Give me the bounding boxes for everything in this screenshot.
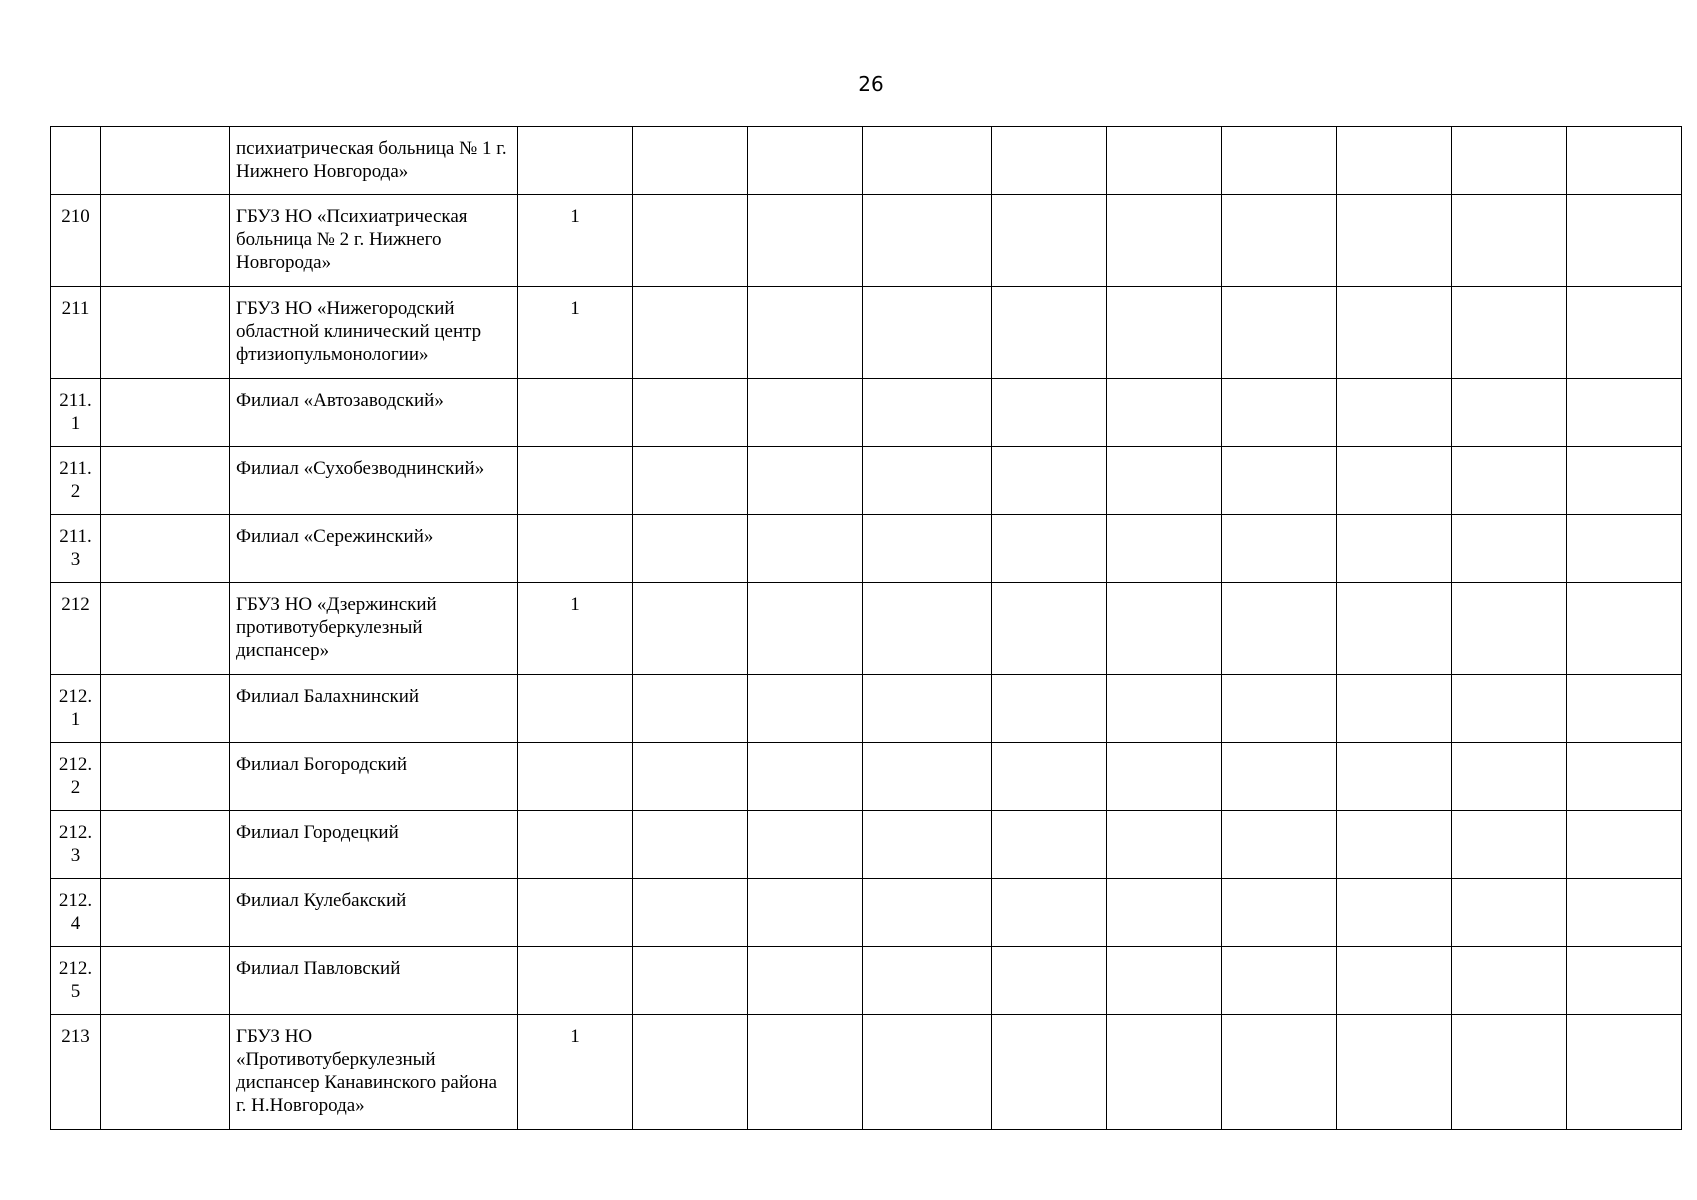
code-cell — [101, 879, 230, 947]
empty-cell — [1337, 879, 1452, 947]
empty-cell — [1107, 515, 1222, 583]
quantity-cell — [518, 379, 633, 447]
organization-name-cell — [230, 447, 518, 515]
empty-cell — [633, 1015, 748, 1130]
quantity-value: 1 — [570, 298, 580, 319]
quantity-cell — [518, 127, 633, 195]
empty-cell — [1222, 583, 1337, 675]
empty-cell — [863, 879, 992, 947]
empty-cell — [863, 195, 992, 287]
empty-cell — [1222, 379, 1337, 447]
empty-cell — [992, 127, 1107, 195]
empty-cell — [1222, 1015, 1337, 1130]
empty-cell — [863, 379, 992, 447]
organization-name-cell — [230, 811, 518, 879]
empty-cell — [1452, 947, 1567, 1015]
empty-cell — [748, 947, 863, 1015]
row-number-cell — [51, 515, 101, 583]
empty-cell — [1567, 1015, 1682, 1130]
table-row — [51, 583, 1682, 675]
empty-cell — [748, 287, 863, 379]
empty-cell — [863, 287, 992, 379]
quantity-cell — [518, 947, 633, 1015]
table-row — [51, 879, 1682, 947]
empty-cell — [1567, 879, 1682, 947]
empty-cell — [992, 743, 1107, 811]
quantity-cell — [518, 447, 633, 515]
organization-name-cell — [230, 515, 518, 583]
table-row — [51, 675, 1682, 743]
table-row — [51, 515, 1682, 583]
organization-name-cell — [230, 879, 518, 947]
code-cell — [101, 195, 230, 287]
empty-cell — [1567, 515, 1682, 583]
quantity-cell — [518, 675, 633, 743]
empty-cell — [1452, 1015, 1567, 1130]
empty-cell — [1337, 379, 1452, 447]
row-number: 210 — [61, 206, 90, 227]
empty-cell — [748, 127, 863, 195]
empty-cell — [1107, 195, 1222, 287]
code-cell — [101, 1015, 230, 1130]
empty-cell — [1107, 675, 1222, 743]
empty-cell — [863, 127, 992, 195]
empty-cell — [1337, 287, 1452, 379]
empty-cell — [1107, 287, 1222, 379]
organization-name: Филиал Кулебакский — [236, 890, 407, 911]
empty-cell — [633, 947, 748, 1015]
organization-name: Филиал «Сухобезводнинский» — [236, 458, 485, 479]
row-number: 212. 3 — [58, 822, 93, 866]
empty-cell — [1452, 743, 1567, 811]
table-body — [51, 127, 1682, 1130]
row-number-cell — [51, 379, 101, 447]
empty-cell — [863, 675, 992, 743]
empty-cell — [1452, 379, 1567, 447]
empty-cell — [633, 879, 748, 947]
table-row — [51, 447, 1682, 515]
row-number: 212. 2 — [58, 754, 93, 798]
empty-cell — [992, 675, 1107, 743]
quantity-cell — [518, 583, 633, 675]
empty-cell — [1452, 127, 1567, 195]
row-number: 211. 2 — [59, 458, 92, 502]
empty-cell — [992, 879, 1107, 947]
empty-cell — [1107, 947, 1222, 1015]
empty-cell — [1107, 1015, 1222, 1130]
code-cell — [101, 447, 230, 515]
organization-name: Филиал «Автозаводский» — [236, 390, 444, 411]
code-cell — [101, 743, 230, 811]
empty-cell — [1222, 675, 1337, 743]
empty-cell — [748, 675, 863, 743]
row-number: 212. 1 — [58, 686, 93, 730]
empty-cell — [992, 811, 1107, 879]
empty-cell — [1222, 515, 1337, 583]
organization-name: психиатрическая больница № 1 г. Нижнего Новгорода» — [236, 138, 507, 182]
empty-cell — [1337, 811, 1452, 879]
empty-cell — [748, 743, 863, 811]
empty-cell — [1222, 127, 1337, 195]
empty-cell — [1452, 195, 1567, 287]
quantity-cell — [518, 811, 633, 879]
organization-name-cell — [230, 675, 518, 743]
organization-name-cell — [230, 195, 518, 287]
row-number: 212 — [61, 594, 90, 615]
empty-cell — [748, 583, 863, 675]
empty-cell — [1452, 583, 1567, 675]
organization-name-cell — [230, 583, 518, 675]
organization-name: Филиал Павловский — [236, 958, 401, 979]
organization-name-cell — [230, 1015, 518, 1130]
empty-cell — [633, 379, 748, 447]
quantity-cell — [518, 879, 633, 947]
organization-name-cell — [230, 743, 518, 811]
empty-cell — [1567, 947, 1682, 1015]
empty-cell — [633, 583, 748, 675]
empty-cell — [1452, 447, 1567, 515]
organization-name: ГБУЗ НО «Дзержинский противотуберкулезный диспансер» — [236, 594, 437, 661]
quantity-value: 1 — [570, 594, 580, 615]
table-row — [51, 811, 1682, 879]
empty-cell — [992, 947, 1107, 1015]
empty-cell — [863, 743, 992, 811]
empty-cell — [633, 447, 748, 515]
empty-cell — [1567, 811, 1682, 879]
empty-cell — [1567, 583, 1682, 675]
empty-cell — [748, 879, 863, 947]
empty-cell — [1107, 379, 1222, 447]
empty-cell — [992, 195, 1107, 287]
row-number-cell — [51, 447, 101, 515]
empty-cell — [863, 515, 992, 583]
code-cell — [101, 127, 230, 195]
row-number: 212. 5 — [58, 958, 93, 1002]
empty-cell — [992, 447, 1107, 515]
row-number-cell — [51, 947, 101, 1015]
empty-cell — [633, 675, 748, 743]
empty-cell — [748, 447, 863, 515]
row-number-cell — [51, 743, 101, 811]
organization-name: Филиал Городецкий — [236, 822, 399, 843]
empty-cell — [1337, 1015, 1452, 1130]
empty-cell — [863, 1015, 992, 1130]
row-number: 212. 4 — [58, 890, 93, 934]
empty-cell — [863, 583, 992, 675]
row-number-cell — [51, 879, 101, 947]
page-number: 26 — [858, 72, 884, 96]
table-row — [51, 195, 1682, 287]
organization-name-cell — [230, 127, 518, 195]
row-number-cell — [51, 195, 101, 287]
empty-cell — [1107, 743, 1222, 811]
row-number-cell — [51, 675, 101, 743]
quantity-cell — [518, 1015, 633, 1130]
empty-cell — [633, 515, 748, 583]
empty-cell — [1107, 583, 1222, 675]
table-row — [51, 379, 1682, 447]
empty-cell — [748, 1015, 863, 1130]
empty-cell — [1107, 127, 1222, 195]
empty-cell — [633, 287, 748, 379]
empty-cell — [1452, 675, 1567, 743]
empty-cell — [992, 515, 1107, 583]
empty-cell — [863, 811, 992, 879]
empty-cell — [1452, 515, 1567, 583]
empty-cell — [1337, 447, 1452, 515]
empty-cell — [863, 947, 992, 1015]
empty-cell — [1337, 583, 1452, 675]
empty-cell — [992, 287, 1107, 379]
empty-cell — [1567, 447, 1682, 515]
empty-cell — [1567, 127, 1682, 195]
empty-cell — [1222, 743, 1337, 811]
organization-name-cell — [230, 379, 518, 447]
quantity-value: 1 — [570, 1026, 580, 1047]
empty-cell — [633, 195, 748, 287]
code-cell — [101, 947, 230, 1015]
row-number: 213 — [61, 1026, 90, 1047]
empty-cell — [748, 811, 863, 879]
empty-cell — [992, 1015, 1107, 1130]
organization-name-cell — [230, 947, 518, 1015]
empty-cell — [992, 379, 1107, 447]
code-cell — [101, 583, 230, 675]
empty-cell — [1452, 287, 1567, 379]
empty-cell — [1337, 515, 1452, 583]
quantity-cell — [518, 515, 633, 583]
empty-cell — [1452, 879, 1567, 947]
empty-cell — [992, 583, 1107, 675]
empty-cell — [1567, 287, 1682, 379]
empty-cell — [1337, 127, 1452, 195]
code-cell — [101, 675, 230, 743]
empty-cell — [1107, 447, 1222, 515]
quantity-cell — [518, 195, 633, 287]
row-number: 211 — [61, 298, 90, 319]
empty-cell — [748, 195, 863, 287]
table-row — [51, 1015, 1682, 1130]
empty-cell — [748, 379, 863, 447]
row-number-cell — [51, 811, 101, 879]
empty-cell — [863, 447, 992, 515]
empty-cell — [1107, 879, 1222, 947]
quantity-value: 1 — [570, 206, 580, 227]
empty-cell — [1222, 879, 1337, 947]
document-table — [50, 126, 1682, 1130]
empty-cell — [1567, 675, 1682, 743]
table-row — [51, 743, 1682, 811]
code-cell — [101, 515, 230, 583]
empty-cell — [1107, 811, 1222, 879]
code-cell — [101, 379, 230, 447]
empty-cell — [748, 515, 863, 583]
empty-cell — [633, 127, 748, 195]
organization-name: Филиал Балахнинский — [236, 686, 420, 707]
empty-cell — [1222, 447, 1337, 515]
row-number: 211. 1 — [59, 390, 92, 434]
row-number-cell — [51, 287, 101, 379]
row-number-cell — [51, 127, 101, 195]
code-cell — [101, 811, 230, 879]
empty-cell — [1567, 195, 1682, 287]
empty-cell — [1222, 195, 1337, 287]
empty-cell — [1222, 287, 1337, 379]
empty-cell — [633, 811, 748, 879]
empty-cell — [633, 743, 748, 811]
empty-cell — [1337, 675, 1452, 743]
quantity-cell — [518, 287, 633, 379]
empty-cell — [1337, 743, 1452, 811]
quantity-cell — [518, 743, 633, 811]
organization-name: Филиал «Сережинский» — [236, 526, 434, 547]
organization-name: Филиал Богородский — [236, 754, 408, 775]
row-number: 211. 3 — [59, 526, 92, 570]
table-row — [51, 947, 1682, 1015]
empty-cell — [1567, 379, 1682, 447]
empty-cell — [1337, 947, 1452, 1015]
empty-cell — [1222, 947, 1337, 1015]
organization-name: ГБУЗ НО «Психиатрическая больница № 2 г. Нижнего Новгорода» — [236, 206, 468, 273]
row-number-cell — [51, 583, 101, 675]
empty-cell — [1222, 811, 1337, 879]
code-cell — [101, 287, 230, 379]
empty-cell — [1567, 743, 1682, 811]
empty-cell — [1337, 195, 1452, 287]
table-row — [51, 127, 1682, 195]
table-row — [51, 287, 1682, 379]
organization-name: ГБУЗ НО «Нижегородский областной клинический центр фтизиопульмонологии» — [236, 298, 482, 365]
row-number-cell — [51, 1015, 101, 1130]
organization-name: ГБУЗ НО «Противотуберкулезный диспансер Канавинского района г. Н.Новгорода» — [236, 1026, 498, 1116]
organization-name-cell — [230, 287, 518, 379]
empty-cell — [1452, 811, 1567, 879]
